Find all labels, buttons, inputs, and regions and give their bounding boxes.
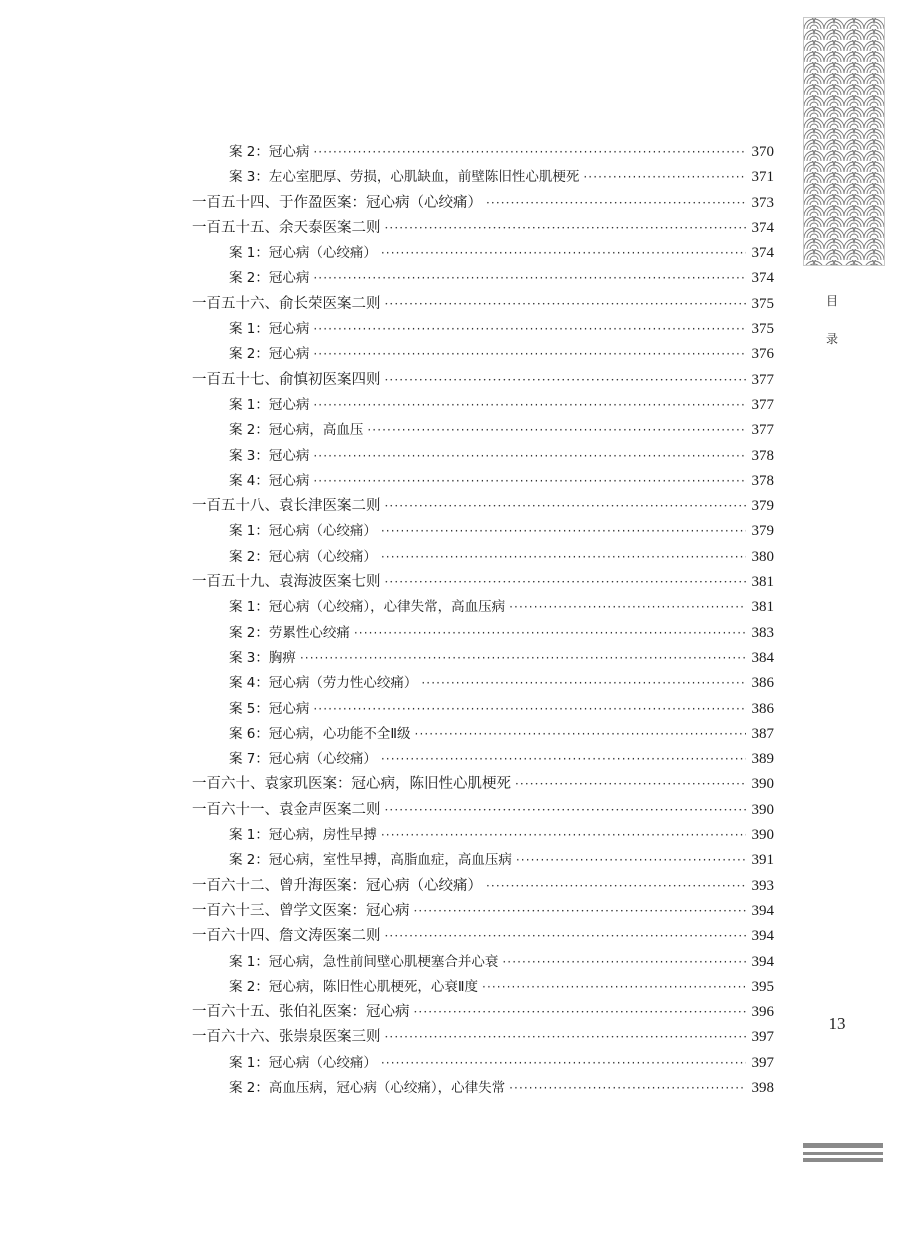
toc-entry-title: 案 1：冠心病（心绞痛），心律失常，高血压病 bbox=[229, 599, 506, 616]
toc-entry-title: 案 7：冠心病（心绞痛） bbox=[229, 751, 377, 768]
toc-entry-title: 一百六十一、袁金声医案二则 bbox=[192, 801, 381, 818]
toc-entry[interactable] bbox=[192, 899, 774, 924]
wave-pattern-decoration bbox=[803, 17, 885, 266]
toc-entry-page: 378 bbox=[751, 447, 774, 464]
toc-entry-page: 395 bbox=[751, 978, 774, 995]
wave-pattern-graphic bbox=[804, 18, 884, 265]
dot-leader bbox=[381, 494, 747, 519]
toc-entry-page: 390 bbox=[751, 827, 774, 844]
toc-entry-page: 390 bbox=[751, 801, 774, 818]
toc-entry-page: 373 bbox=[751, 194, 774, 211]
toc-entry[interactable] bbox=[192, 1025, 774, 1050]
toc-sub-entry[interactable] bbox=[192, 444, 774, 469]
toc-entry-title: 案 2：冠心病，室性早搏，高脂血症，高血压病 bbox=[229, 852, 512, 869]
toc-entry-page: 370 bbox=[751, 144, 774, 160]
dot-leader bbox=[309, 266, 746, 291]
toc-entry-page: 397 bbox=[751, 1029, 774, 1046]
dot-leader bbox=[511, 772, 746, 797]
toc-entry-title: 一百六十三、曾学文医案：冠心病 bbox=[192, 902, 410, 919]
toc-entry-page: 389 bbox=[751, 751, 774, 768]
toc-entry-title: 一百六十、袁家玑医案：冠心病，陈旧性心肌梗死 bbox=[192, 776, 511, 793]
toc-entry-title: 案 1：冠心病（心绞痛） bbox=[229, 523, 377, 540]
toc-entry-page: 397 bbox=[751, 1054, 774, 1071]
dot-leader bbox=[381, 368, 747, 393]
toc-entry-page: 394 bbox=[751, 902, 774, 919]
page-number: 13 bbox=[828, 1014, 846, 1033]
toc-entry-title: 案 1：冠心病，急性前间壁心肌梗塞合并心衰 bbox=[229, 953, 499, 970]
dot-leader bbox=[377, 823, 746, 848]
dot-leader bbox=[381, 570, 747, 595]
toc-sub-entry[interactable] bbox=[192, 1051, 774, 1076]
toc-sub-entry[interactable] bbox=[192, 747, 774, 772]
toc-sub-entry[interactable] bbox=[192, 469, 774, 494]
toc-sub-entry[interactable] bbox=[192, 848, 774, 873]
dot-leader bbox=[512, 848, 746, 873]
toc-entry-title: 案 2：高血压病，冠心病（心绞痛），心律失常 bbox=[229, 1079, 506, 1096]
dot-leader bbox=[309, 317, 746, 342]
toc-entry[interactable] bbox=[192, 874, 774, 899]
dot-leader bbox=[377, 1051, 746, 1076]
toc-entry-title: 一百五十七、俞慎初医案四则 bbox=[192, 371, 381, 388]
toc-entry[interactable] bbox=[192, 798, 774, 823]
dot-leader bbox=[309, 393, 746, 418]
toc-sub-entry[interactable] bbox=[192, 140, 774, 165]
dot-leader bbox=[309, 140, 746, 165]
toc-entry-page: 396 bbox=[751, 1004, 774, 1021]
dot-leader bbox=[309, 469, 746, 494]
toc-sub-entry[interactable] bbox=[192, 671, 774, 696]
toc-entry-page: 381 bbox=[751, 574, 774, 591]
dot-leader bbox=[381, 924, 747, 949]
toc-entry-title: 一百五十五、余天泰医案二则 bbox=[192, 219, 381, 236]
toc-sub-entry[interactable] bbox=[192, 975, 774, 1000]
section-label bbox=[826, 282, 838, 358]
toc-entry-page: 386 bbox=[751, 700, 774, 717]
toc-entry-page: 377 bbox=[751, 396, 774, 413]
dot-leader bbox=[350, 621, 746, 646]
toc-entry-title: 案 2：劳累性心绞痛 bbox=[229, 624, 350, 641]
toc-entry-title: 一百五十九、袁海波医案七则 bbox=[192, 574, 381, 591]
dot-leader bbox=[505, 1076, 746, 1101]
toc-sub-entry[interactable] bbox=[192, 823, 774, 848]
toc-entry-page: 398 bbox=[751, 1079, 774, 1096]
toc-entry-title: 案 2：冠心病，高血压 bbox=[229, 422, 364, 439]
dot-leader bbox=[417, 671, 746, 696]
toc-entry-page: 376 bbox=[751, 346, 774, 363]
toc-sub-entry[interactable] bbox=[192, 646, 774, 671]
toc-sub-entry[interactable] bbox=[192, 241, 774, 266]
toc-sub-entry[interactable] bbox=[192, 393, 774, 418]
toc-entry-page: 374 bbox=[751, 270, 774, 287]
toc-sub-entry[interactable] bbox=[192, 1076, 774, 1101]
dot-leader bbox=[505, 595, 746, 620]
dot-leader bbox=[381, 1025, 747, 1050]
toc-entry-title: 案 1：冠心病（心绞痛） bbox=[229, 1054, 377, 1071]
toc-sub-entry[interactable] bbox=[192, 697, 774, 722]
toc-entry-page: 377 bbox=[751, 422, 774, 439]
dot-leader bbox=[410, 899, 747, 924]
toc-entry-title: 案 2：冠心病 bbox=[229, 144, 310, 160]
toc-entry-title: 一百五十八、袁长津医案二则 bbox=[192, 498, 381, 515]
toc-sub-entry[interactable] bbox=[192, 342, 774, 367]
toc-entry-title: 一百六十四、詹文涛医案二则 bbox=[192, 928, 381, 945]
toc-entry-title: 案 2：冠心病（心绞痛） bbox=[229, 548, 377, 565]
toc-entry-title: 案 5：冠心病 bbox=[229, 700, 310, 717]
toc-entry-title: 案 4：冠心病（劳力性心绞痛） bbox=[229, 675, 418, 692]
dot-leader bbox=[381, 292, 747, 317]
toc-entry-page: 374 bbox=[751, 245, 774, 262]
toc-entry-page: 394 bbox=[751, 953, 774, 970]
toc-entry-page: 379 bbox=[751, 523, 774, 540]
toc-entry-title: 一百六十二、曾升海医案：冠心病（心绞痛） bbox=[192, 877, 482, 894]
toc-entry-page: 374 bbox=[751, 219, 774, 236]
toc-entry[interactable] bbox=[192, 570, 774, 595]
toc-sub-entry[interactable] bbox=[192, 545, 774, 570]
dot-leader bbox=[309, 697, 746, 722]
dot-leader bbox=[309, 342, 746, 367]
toc-entry-title: 案 4：冠心病 bbox=[229, 472, 310, 489]
footer-bar-top bbox=[803, 1143, 883, 1148]
toc-entry-page: 391 bbox=[751, 852, 774, 869]
toc-entry[interactable] bbox=[192, 216, 774, 241]
toc-entry-page: 375 bbox=[751, 295, 774, 312]
toc-entry-title: 案 1：冠心病，房性早搏 bbox=[229, 827, 377, 844]
section-label-char: 录 bbox=[826, 332, 839, 346]
toc-entry-title: 案 1：冠心病（心绞痛） bbox=[229, 245, 377, 262]
dot-leader bbox=[579, 165, 746, 190]
toc-entry[interactable] bbox=[192, 772, 774, 797]
toc-entry[interactable] bbox=[192, 1000, 774, 1025]
toc-entry-page: 378 bbox=[751, 472, 774, 489]
toc-entry-title: 案 3：冠心病 bbox=[229, 447, 310, 464]
toc-sub-entry[interactable] bbox=[192, 595, 774, 620]
toc-entry-title: 案 1：冠心病 bbox=[229, 321, 310, 338]
toc-entry-title: 一百六十五、张伯礼医案：冠心病 bbox=[192, 1004, 410, 1021]
toc-entry-title: 案 2：冠心病 bbox=[229, 270, 310, 287]
toc-sub-entry[interactable] bbox=[192, 722, 774, 747]
toc-entry[interactable] bbox=[192, 368, 774, 393]
toc-entry-page: 380 bbox=[751, 548, 774, 565]
dot-leader bbox=[381, 798, 747, 823]
toc-sub-entry[interactable] bbox=[192, 165, 774, 190]
toc-entry-title: 案 3：胸痹 bbox=[229, 649, 296, 666]
toc-sub-entry[interactable] bbox=[192, 950, 774, 975]
toc-entry-page: 377 bbox=[751, 371, 774, 388]
toc-entry-page: 383 bbox=[751, 624, 774, 641]
dot-leader bbox=[363, 418, 746, 443]
dot-leader bbox=[377, 545, 746, 570]
dot-leader bbox=[381, 216, 747, 241]
toc-entry-title: 一百五十四、于作盈医案：冠心病（心绞痛） bbox=[192, 194, 482, 211]
toc-entry-title: 一百五十六、俞长荣医案二则 bbox=[192, 295, 381, 312]
toc-entry-page: 384 bbox=[751, 649, 774, 666]
footer-bar-middle bbox=[803, 1152, 883, 1155]
toc-sub-entry[interactable] bbox=[192, 266, 774, 291]
toc-entry-title: 案 3：左心室肥厚、劳损，心肌缺血，前壁陈旧性心肌梗死 bbox=[229, 169, 580, 186]
toc-entry-page: 394 bbox=[751, 928, 774, 945]
toc-entry-page: 379 bbox=[751, 498, 774, 515]
dot-leader bbox=[482, 191, 746, 216]
dot-leader bbox=[377, 241, 746, 266]
toc-entry-page: 381 bbox=[751, 599, 774, 616]
dot-leader bbox=[309, 444, 746, 469]
toc-entry[interactable] bbox=[192, 494, 774, 519]
section-label-char: 目 bbox=[826, 294, 839, 308]
dot-leader bbox=[377, 747, 746, 772]
toc-entry-page: 375 bbox=[751, 321, 774, 338]
toc-entry-page: 371 bbox=[751, 169, 774, 186]
toc-entry-title: 案 6：冠心病，心功能不全Ⅱ级 bbox=[229, 725, 411, 742]
dot-leader bbox=[296, 646, 746, 671]
toc-sub-entry[interactable] bbox=[192, 418, 774, 443]
toc-entry-title: 一百六十六、张崇泉医案三则 bbox=[192, 1029, 381, 1046]
toc-entry[interactable] bbox=[192, 292, 774, 317]
toc-sub-entry[interactable] bbox=[192, 519, 774, 544]
table-of-contents bbox=[192, 140, 774, 1101]
footer-bar-bottom bbox=[803, 1158, 883, 1162]
dot-leader bbox=[478, 975, 746, 1000]
toc-entry[interactable] bbox=[192, 924, 774, 949]
toc-entry-page: 393 bbox=[751, 877, 774, 894]
dot-leader bbox=[410, 1000, 747, 1025]
toc-entry-page: 387 bbox=[751, 725, 774, 742]
toc-entry-page: 386 bbox=[751, 675, 774, 692]
toc-entry-title: 案 2：冠心病 bbox=[229, 346, 310, 363]
dot-leader bbox=[377, 519, 746, 544]
toc-entry-page: 390 bbox=[751, 776, 774, 793]
dot-leader bbox=[411, 722, 746, 747]
dot-leader bbox=[498, 950, 746, 975]
toc-sub-entry[interactable] bbox=[192, 621, 774, 646]
toc-sub-entry[interactable] bbox=[192, 317, 774, 342]
toc-entry[interactable] bbox=[192, 191, 774, 216]
dot-leader bbox=[482, 874, 746, 899]
toc-entry-title: 案 1：冠心病 bbox=[229, 396, 310, 413]
toc-entry-title: 案 2：冠心病，陈旧性心肌梗死，心衰Ⅱ度 bbox=[229, 978, 479, 995]
